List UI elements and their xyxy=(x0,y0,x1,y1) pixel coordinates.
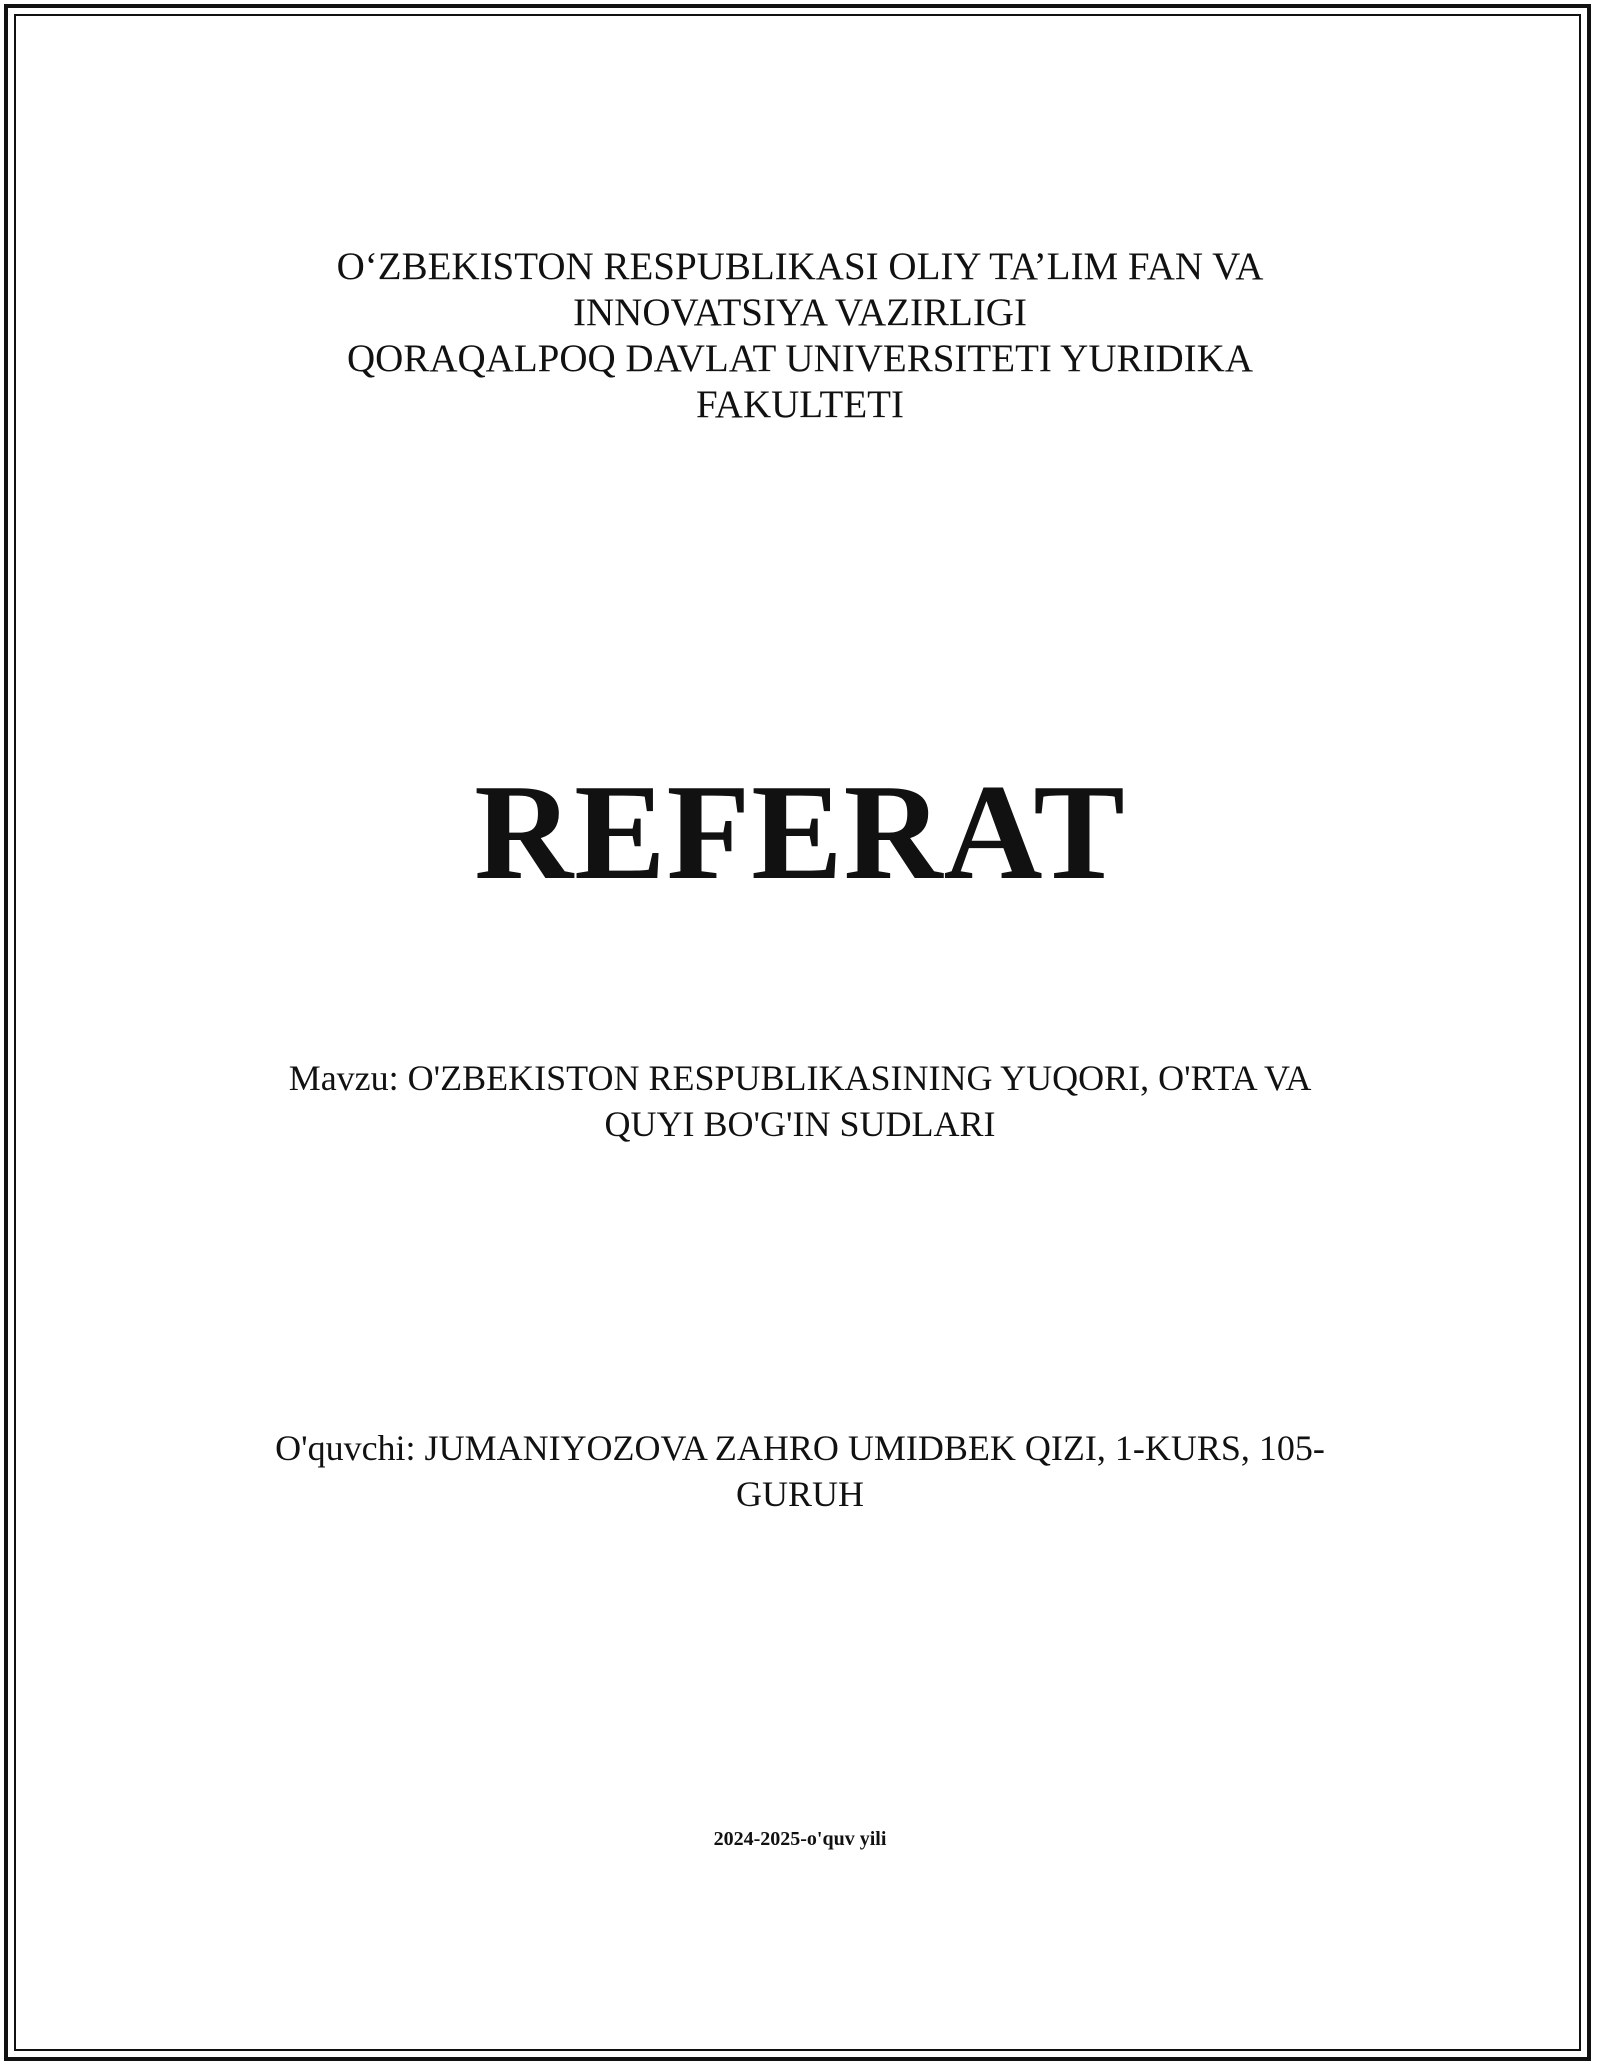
institution-line: O‘ZBEKISTON RESPUBLIKASI OLIY TA’LIM FAN VA xyxy=(336,245,1264,288)
institution-header xyxy=(0,244,1600,428)
institution-line: QORAQALPOQ DAVLAT UNIVERSITETI YURIDIKA xyxy=(347,337,1253,380)
document-title: REFERAT xyxy=(474,756,1126,908)
topic-block xyxy=(0,1055,1600,1147)
academic-year: 2024-2025-o'quv yili xyxy=(713,1828,887,1850)
topic-line: QUYI BO'G'IN SUDLARI xyxy=(604,1104,996,1144)
institution-line: INNOVATSIYA VAZIRLIGI xyxy=(573,291,1027,334)
institution-line: FAKULTETI xyxy=(696,383,904,426)
topic-line: Mavzu: O'ZBEKISTON RESPUBLIKASINING YUQORI, O'RTA VA xyxy=(288,1058,1312,1098)
student-line: O'quvchi: JUMANIYOZOVA ZAHRO UMIDBEK QIZI, 1-KURS, 105- xyxy=(275,1428,1325,1468)
student-line: GURUH xyxy=(735,1474,864,1514)
student-block xyxy=(0,1425,1600,1517)
